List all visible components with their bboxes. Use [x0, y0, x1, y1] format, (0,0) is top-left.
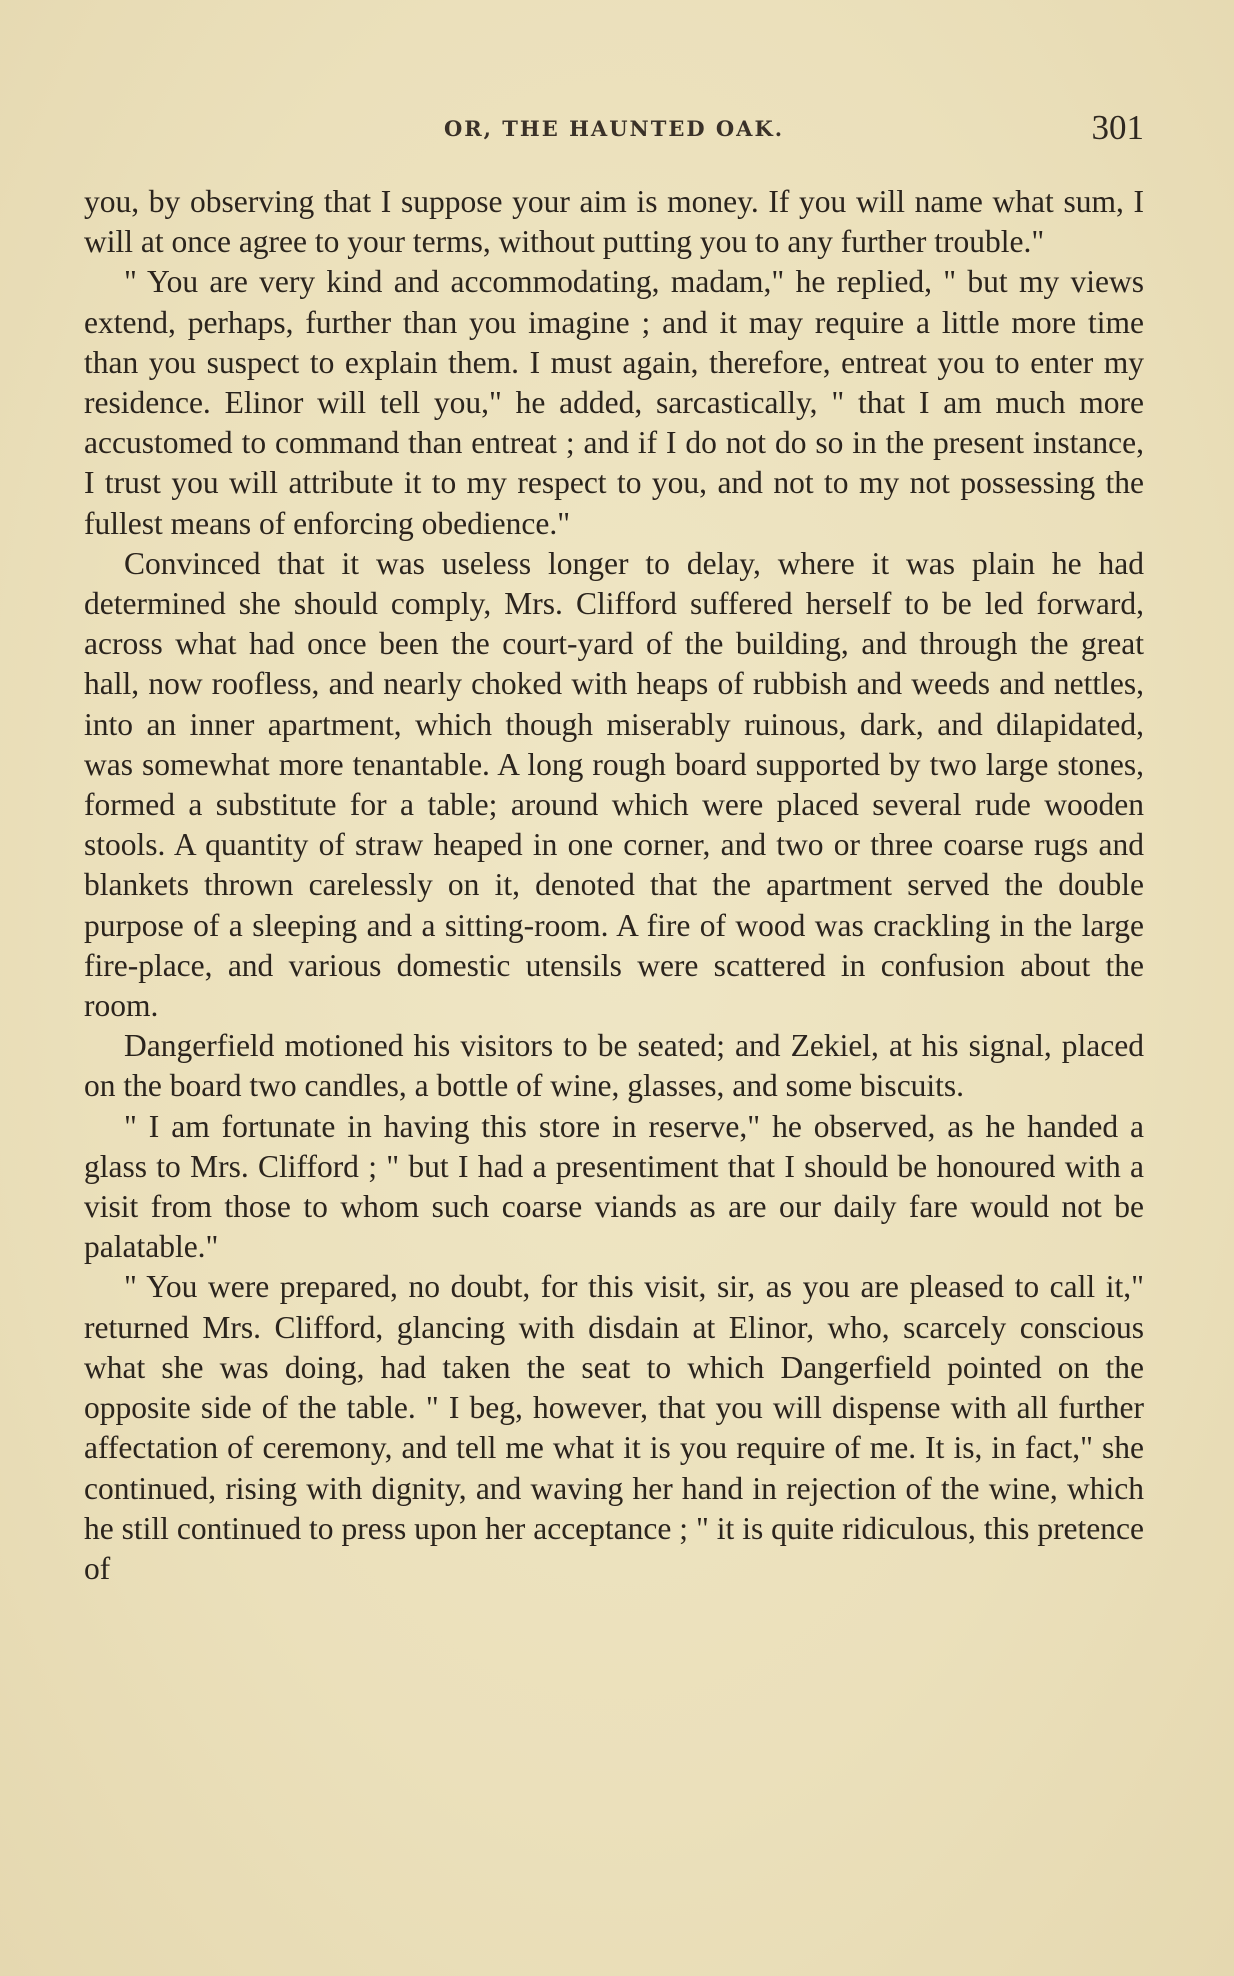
paragraph-1: you, by observing that I suppose your aim is money. If you will name what sum, I will at once agree to your terms, without putting you to any further trouble.": [84, 184, 1144, 260]
paragraph-5: " I am fortunate in having this store in reserve," he observed, as he handed a glass to Mrs. Clifford ; " but I had a presentiment that I should be honoured with a visit from those to whom such coarse viands as are our daily fare would not be palatable.": [84, 1108, 1144, 1265]
page-header: [84, 104, 1144, 154]
paragraph-4: Dangerfield motioned his visitors to be seated; and Zekiel, at his signal, placed on the board two candles, a bottle of wine, glasses, and some biscuits.: [84, 1028, 1144, 1104]
paragraph-2: " You are very kind and accommodating, madam," he replied, " but my views extend, perhaps, further than you imagine ; and it may require a little more time than you suspect to explain them. I must again, therefore, entreat you to enter my residence. Elinor will tell you," he added, sarcastically, " that I am much more accustomed to command than entreat ; and if I do not do so in the present instance, I trust you will attribute it to my respect to you, and not to my not possessing the fullest means of enforcing obedience.": [84, 264, 1144, 541]
body-text: [84, 182, 1144, 1589]
page-number: 301: [1091, 108, 1144, 147]
paragraph-3: Convinced that it was useless longer to delay, where it was plain he had determined she should comply, Mrs. Clifford suffered herself to be led forward, across what had once been the court-yard of the building, and through the great hall, now roofless, and nearly choked with heaps of rubbish and weeds and nettles, into an inner apartment, which though miserably ruinous, dark, and dilapidated, was somewhat more tenantable. A long rough board supported by two large stones, formed a substitute for a table; around which were placed several rude wooden stools. A quantity of straw heaped in one corner, and two or three coarse rugs and blankets thrown carelessly on it, denoted that the apartment served the double purpose of a sleeping and a sitting-room. A fire of wood was crackling in the large fire-place, and various domestic utensils were scattered in confusion about the room.: [84, 545, 1144, 1024]
paragraph-6: " You were prepared, no doubt, for this visit, sir, as you are pleased to call it," returned Mrs. Clifford, glancing with disdain at Elinor, who, scarcely conscious what she was doing, had taken the seat to which Dangerfield pointed on the opposite side of the table. " I beg, however, that you will dispense with all further affectation of ceremony, and tell me what it is you require of me. It is, in fact," she continued, rising with dignity, and waving her hand in rejection of the wine, which he still continued to press upon her acceptance ; " it is quite ridiculous, this pretence of: [84, 1269, 1144, 1586]
running-title: OR, THE HAUNTED OAK.: [443, 116, 785, 141]
